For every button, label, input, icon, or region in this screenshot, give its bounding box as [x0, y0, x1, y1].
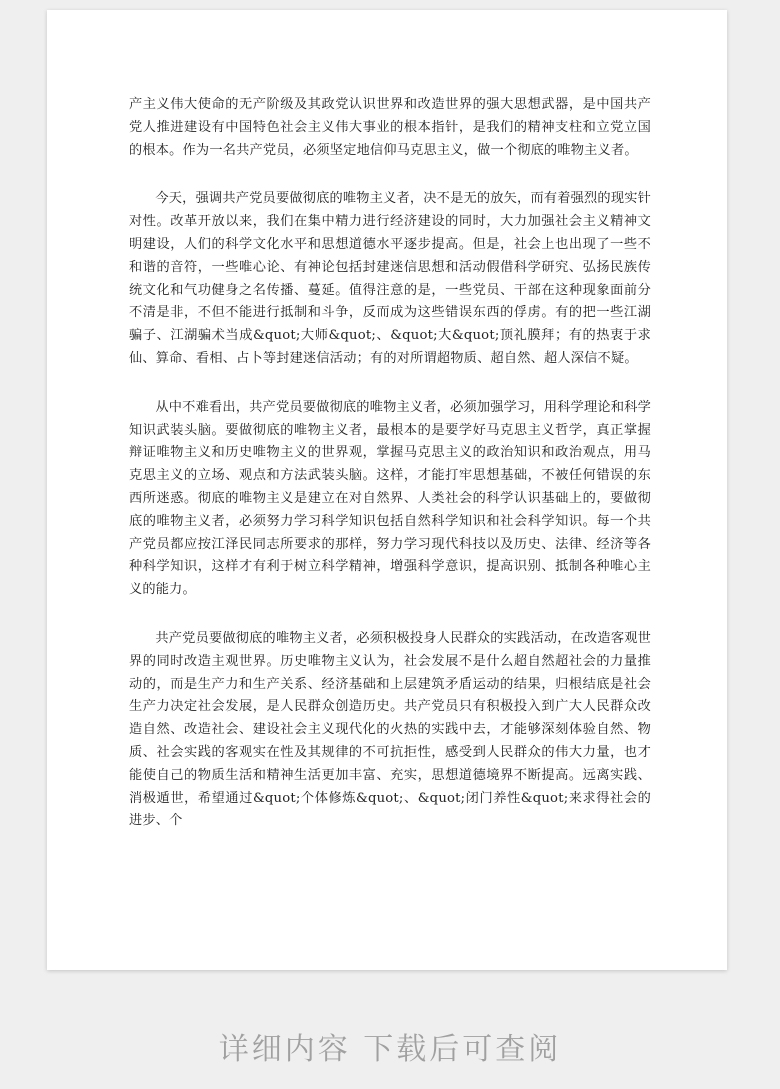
- paragraph-4: 共产党员要做彻底的唯物主义者，必须积极投身人民群众的实践活动，在改造客观世界的同时改造主观世界。历史唯物主义认为，社会发展不是什么超自然超社会的力量推动的，而是生产力和生产关系、经济基础和上层建筑矛盾运动的结果，归根结底是社会生产力决定社会发展，是人民群众创造历史。共产党员只有积极投入到广大人民群众改造自然、改造社会、建设社会主义现代化的火热的实践中去，才能够深刻体验自然、物质、社会实践的客观实在性及其规律的不可抗拒性，感受到人民群众的伟大力量，也才能使自己的物质生活和精神生活更加丰富、充实，思想道德境界不断提高。远离实践、消极遁世，希望通过&quot;个体修炼&quot;、&quot;闭门养性&quot;来求得社会的进步、个: [129, 630, 651, 829]
- document-body: [129, 94, 651, 859]
- top-edge: [0, 0, 780, 10]
- watermark: [69, 527, 84, 548]
- watermark: [69, 732, 84, 753]
- document-page: [47, 10, 727, 970]
- paragraph-2: 今天，强调共产党员要做彻底的唯物主义者，决不是无的放矢，而有着强烈的现实针对性。改革开放以来，我们在集中精力进行经济建设的同时，大力加强社会主义精神文明建设，人们的科学文化水平和思想道德水平逐步提高。但是，社会上也出现了一些不和谐的音符，一些唯心论、有神论包括封建迷信思想和活动假借科学研究、弘扬民族传统文化和气功健身之名传播、蔓延。值得注意的是，一些党员、干部在这种现象面前分不清是非，不但不能进行抵制和斗争，反而成为这些错误东西的俘虏。有的把一些江湖骗子、江湖骗术当成&quot;大师&quot;、&quot;大&quot;顶礼膜拜；有的热衷于求仙、算命、看相、占卜等封建迷信活动；有的对所谓超物质、超自然、超人深信不疑。: [129, 191, 651, 366]
- paragraph-3: 从中不难看出，共产党员要做彻底的唯物主义者，必须加强学习，用科学理论和科学知识武装头脑。要做彻底的唯物主义者，最根本的是要学好马克思主义哲学，真正掌握辩证唯物主义和历史唯物主义的世界观，掌握马克思主义的政治知识和政治观点，用马克思主义的立场、观点和方法武装头脑。这样，才能打牢思想基础，不被任何错误的东西所迷惑。彻底的唯物主义是建立在对自然界、人类社会的科学认识基础上的，要做彻底的唯物主义者，必须努力学习科学知识包括自然科学知识和社会科学知识。每一个共产党员都应按江泽民同志所要求的那样，努力学习现代科技以及历史、法律、经济等各种科学知识，这样才有利于树立科学精神，增强科学意识，提高识别、抵制各种唯心主义的能力。: [129, 399, 651, 598]
- download-hint: 详细内容 下载后可查阅: [218, 1032, 562, 1067]
- watermark: [69, 327, 84, 348]
- watermark: [69, 932, 84, 953]
- paragraph-1: 产主义伟大使命的无产阶级及其政党认识世界和改造世界的强大思想武器，是中国共产党人推进建设有中国特色社会主义伟大事业的根本指针，是我们的精神支柱和立党立国的根本。作为一名共产党员，必须坚定地信仰马克思主义，做一个彻底的唯物主义者。: [129, 97, 651, 158]
